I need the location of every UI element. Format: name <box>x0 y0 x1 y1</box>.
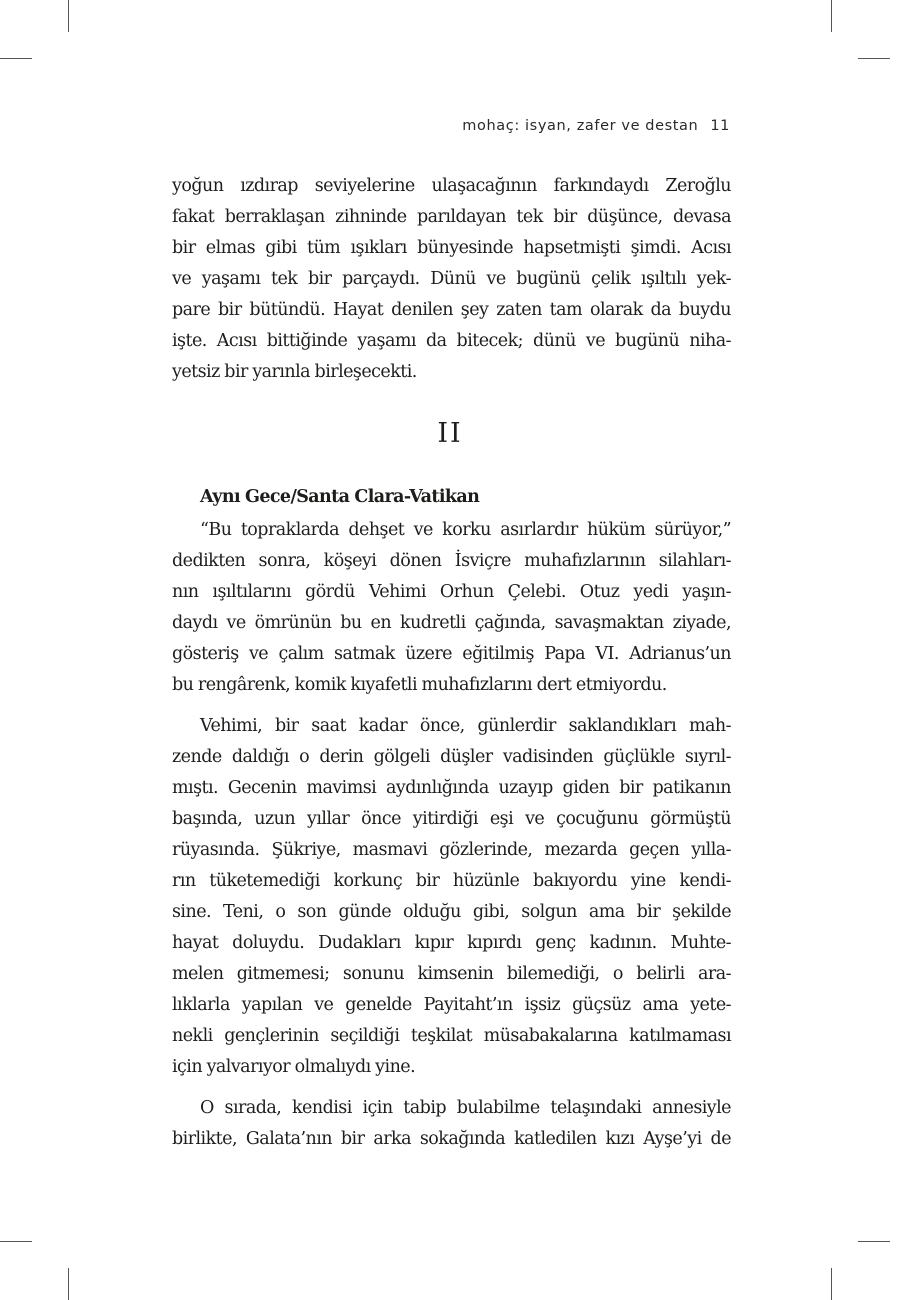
text-line: zende daldığı o derin gölgeli düşler vadisinden güçlükle sıyrıl- <box>172 747 731 767</box>
text-line: ve yaşamı tek bir parçaydı. Dünü ve bugünü çelik ışıltılı yek- <box>172 269 731 289</box>
text-line: bu rengârenk, komik kıyafetli muhafızlarını dert etmiyordu. <box>172 675 667 695</box>
text-line: rın tüketemediği korkunç bir hüzünle bakıyordu yine kendi- <box>172 871 731 891</box>
crop-mark-top-right <box>831 0 832 32</box>
chapter-number: II <box>437 418 463 449</box>
text-line: yoğun ızdırap seviyelerine ulaşacağının farkındaydı Zeroğlu <box>172 176 731 196</box>
text-line: için yalvarıyor olmalıydı yine. <box>172 1057 416 1077</box>
text-line: nekli gençlerinin seçildiği teşkilat müsabakalarına katılmaması <box>172 1026 731 1046</box>
paragraph <box>172 171 731 388</box>
text-line: Vehimi, bir saat kadar önce, günlerdir saklandıkları mah- <box>200 716 731 736</box>
text-line: O sırada, kendisi için tabip bulabilme telaşındaki annesiyle <box>200 1098 731 1118</box>
section-one-text <box>172 171 731 398</box>
text-line: dedikten sonra, köşeyi dönen İsviçre muhafızlarının silahları- <box>172 551 731 571</box>
crop-mark-bottom-left <box>68 1268 69 1300</box>
text-line: nın ışıltılarını gördü Vehimi Orhun Çelebi. Otuz yedi yaşın- <box>172 582 731 602</box>
text-line: pare bir bütündü. Hayat denilen şey zaten tam olarak da buydu <box>172 300 731 320</box>
crop-mark-right-top <box>858 58 890 59</box>
text-line: daydı ve ömrünün bu en kudretli çağında, savaşmaktan ziyade, <box>172 613 731 633</box>
text-line: bir elmas gibi tüm ışıkları bünyesinde hapsetmişti şimdi. Acısı <box>172 238 731 258</box>
crop-mark-left-top <box>0 58 32 59</box>
crop-mark-top-left <box>68 0 69 32</box>
text-line: mıştı. Gecenin mavimsi aydınlığında uzayıp giden bir patikanın <box>172 778 731 798</box>
text-line: işte. Acısı bittiğinde yaşamı da bitecek; dünü ve bugünü niha- <box>172 331 731 351</box>
text-line: sine. Teni, o son günde olduğu gibi, solgun ama bir şekilde <box>172 902 731 922</box>
text-line: gösteriş ve çalım satmak üzere eğitilmiş Papa VI. Adrianus’un <box>172 644 731 664</box>
section-two-text <box>172 482 731 1165</box>
paragraph <box>172 1093 731 1155</box>
crop-mark-right-bottom <box>858 1241 890 1242</box>
running-title: mohaç: isyan, zafer ve destan <box>462 118 699 134</box>
text-line: yetsiz bir yarınla birleşecekti. <box>172 362 417 382</box>
running-head <box>462 118 730 134</box>
section-subheading: Aynı Gece/Santa Clara-Vatikan <box>200 487 480 507</box>
text-line: başında, uzun yıllar önce yitirdiği eşi ve çocuğunu görmüştü <box>172 809 731 829</box>
text-line: birlikte, Galata’nın bir arka sokağında katledilen kızı Ayşe’yi de <box>172 1129 731 1149</box>
crop-mark-left-bottom <box>0 1241 32 1242</box>
crop-mark-bottom-right <box>831 1268 832 1300</box>
page-number: 11 <box>710 118 730 134</box>
paragraph <box>172 711 731 1083</box>
text-line: lıklarla yapılan ve genelde Payitaht’ın işsiz güçsüz ama yete- <box>172 995 731 1015</box>
text-line: melen gitmemesi; sonunu kimsenin bilemediği, o belirli ara- <box>172 964 731 984</box>
text-line: fakat berraklaşan zihninde parıldayan tek bir düşünce, devasa <box>172 207 731 227</box>
text-line: “Bu topraklarda dehşet ve korku asırlardır hüküm sürüyor,” <box>200 520 731 540</box>
text-line: hayat doluydu. Dudakları kıpır kıpırdı genç kadının. Muhte- <box>172 933 731 953</box>
text-line: rüyasında. Şükriye, masmavi gözlerinde, mezarda geçen yılla- <box>172 840 731 860</box>
paragraph <box>172 515 731 701</box>
